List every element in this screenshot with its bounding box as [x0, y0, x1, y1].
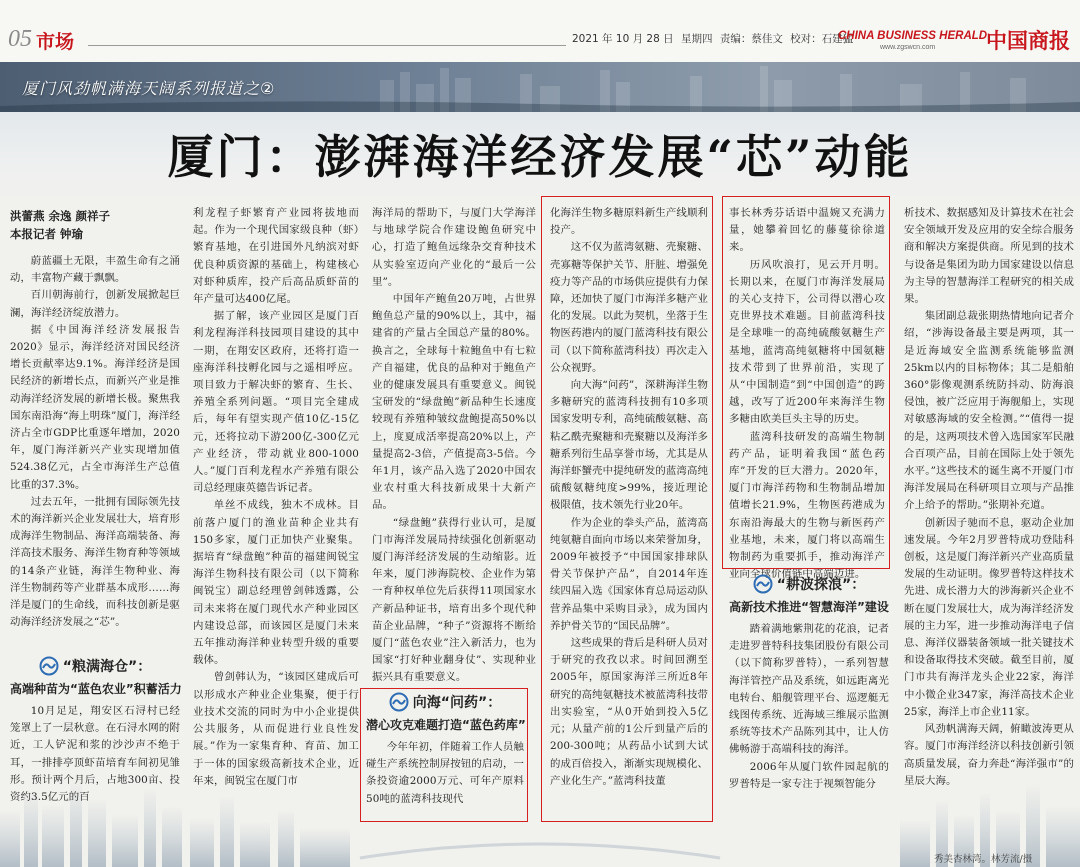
- byline: [10, 207, 180, 243]
- paragraph: 蔚蓝疆土无限，丰盈生命有之涌动，丰富物产藏于飘飘。: [10, 255, 180, 285]
- series-title: 厦门风劲帆满海天阔系列报道之②: [22, 79, 276, 98]
- paragraph: 过去五年，一批拥有国际领先技术的海洋新兴企业发展壮大，培育形成海洋生物制品、海洋高端装备、海洋高技术服务、海洋生物育种等领域的14条产业链，海洋生物种业、海洋生物制药等产业群基本成形……海洋是厦门的生命线，而科技创新是驱动海洋经济发展之“芯”。: [10, 495, 180, 629]
- column-5-section: [729, 574, 889, 858]
- column-3-section: [366, 692, 524, 818]
- brand-url: www.zgswcn.com: [880, 44, 936, 51]
- paragraph: 作为企业的拳头产品，蓝湾高纯氨糖自面向市场以来荣誉加身，2009年被授予“中国国家排球队骨关节保护产品”，自2014年连续四届入选《国家体育总局运动队营养品集中采购目录》，成为国内养护骨关节的“国民品牌”。: [550, 516, 708, 632]
- swirl-icon: [39, 656, 59, 676]
- paragraph: “绿盘鲍”获得行业认可，是厦门市海洋发展局持续强化创新驱动厦门海洋经济发展的生动缩影。近年来，厦门涉海院校、企业作为第一育种权单位先后获得11项国家水产新品种证书，培育出多个现代种苗企业品牌，“种子”资源将不断给厦门“蓝色农业”注入新活力，也为国家“打好种业翻身仗”、实现种业振兴具有重要意义。: [372, 516, 536, 684]
- photo-caption: 秀美杏林湾。林芳流/摄: [934, 854, 1033, 865]
- paragraph: 历风吹浪打，见云开月明。长期以来，在厦门市海洋发展局的关心支持下，公司得以潜心攻克世界技术难题。目前蓝湾科技是全球唯一的高纯硫酸氨糖生产基地，蓝湾高纯氨糖将中国氨糖技术带到了世界前沿，实现了从“中国制造”到“中国创造”的跨越，改写了近200年来海洋生物多糖由欧美巨头主导的历史。: [729, 258, 885, 426]
- section-heading-1: [10, 656, 180, 697]
- section-title: 高新技术推进“智慧海洋”建设: [729, 600, 889, 614]
- paragraph: 风劲帆满海天阔，俯瞰波涛更从容。厦门市海洋经济以科技创新引领高质量发展，奋力奔赴“海洋强市”的星辰大海。: [904, 723, 1074, 787]
- column-1-section: [10, 656, 180, 860]
- page-number: 05: [8, 26, 32, 52]
- paragraph: 据了解，该产业园区是厦门百利龙程海洋科技园项目建设的其中一期，在翔安区政府，还将打造一座海洋科技孵化园与之遥相呼应。项目致力于解决虾的繁育、生长、养殖全系列问题。“项目完全建成后，每年有望实现产值10亿-15亿元，还将拉动下游200亿-300亿元产业经济，带动就业800-1000人。”厦门百利龙程水产养殖有限公司总经理康英德告诉记者。: [193, 310, 359, 495]
- series-banner: [0, 62, 1080, 112]
- paragraph: 中国年产鲍鱼20万吨，占世界鲍鱼总产量的90%以上，其中，福建省的产量占全国总产量的80%。换言之，全球每十粒鲍鱼中有七粒产自福建，优良的品种对于鲍鱼产业的健康发展具有重要意义。闽锐宝研发的“绿盘鲍”新品种生长速度较现有养殖种皱纹盘鲍提高50%以上，度夏成活率提高20%以上，产量提高2-3倍，产值提高3-5倍。今年1月，该产品入选了2020中国农业农村重大科技新成果十大新产品。: [372, 293, 536, 512]
- header-rule: [88, 45, 566, 46]
- column-5: [729, 205, 885, 581]
- masthead: [0, 0, 1080, 62]
- proofreader: 校对：石建猛: [790, 33, 854, 45]
- date-line: [572, 31, 857, 46]
- paragraph: 曾剑韩认为，“该园区建成后可以形成水产种业企业集聚，便于行业技术交流的同时为中小企业提供公共服务，从而促进行业良性发展。”作为一家集育种、育苗、加工于一体的国家级高新技术企业，近年来，闽锐宝在厦门市: [193, 671, 359, 787]
- paragraph: 据《中国海洋经济发展报告2020》显示，海洋经济对国民经济增长贡献率达9.1%。海洋经济是国民经济的新增长点，而新兴产业是推动海洋经济发展的新增长极。聚焦我国东南沿海“海上明珠”厦门，海洋经济占全市GDP比重逐年增加，2020年，厦门海洋新兴产业实现增加值524.38亿元，占全市海洋生产总值比重的37.3%。: [10, 323, 180, 491]
- paragraph-continued: 析技术、数据感知及计算技术在社会安全领域开发及应用的安全综合服务商和解决方案提供商。所见到的技术与设备是集团为助力国家建设以信息为主导的智慧海洋工程研究的相关成果。: [904, 207, 1074, 306]
- paragraph: 10月足足，翔安区石浔村已经笼罩上了一层秋意。在石浔水网的附近，工人铲泥和浆的沙沙声不绝于耳，一排排亭顶虾苗培育车间初见雏形。预计两个月后，占地300亩、投资约3.5亿元的百: [10, 705, 180, 804]
- paragraph: 创新因子驰而不息，驱动企业加速发展。今年2月罗普特成功登陆科创板，这是厦门海洋新兴产业高质量发展的生动证明。像罗普特这样技术先进、成长潜力大的涉海新兴企业不断在厦门发展壮大，成为海洋经济发展的主力军，进一步推动海洋电子信息、海洋仪器装备领域一批关键技术和设备取得技术突破。截至目前，厦门市共有海洋龙头企业22家，海洋中小微企业347家，海洋高技术企业25家，海洋上市企业11家。: [904, 516, 1074, 718]
- paragraph-continued: 化海洋生物多糖原料新生产线顺利投产。: [550, 207, 708, 237]
- brand-english: CHINA BUSINESS HERALD: [838, 30, 988, 42]
- byline-reporter: 本报记者 钟瑜: [10, 227, 84, 241]
- column-2: [193, 205, 359, 860]
- editor: 责编：蔡佳文: [719, 33, 783, 45]
- brand-chinese: 中国商报: [986, 28, 1070, 53]
- section-kicker: “耕波探浪”：: [776, 577, 866, 593]
- section-title: 高端种苗为“蓝色农业”积蓄活力: [10, 682, 182, 696]
- issue-date: 2021 年 10 月 28 日: [572, 33, 674, 45]
- column-4: [550, 205, 708, 818]
- paragraph: 单丝不成线，独木不成林。目前落户厦门的渔业苗种企业共有150多家，厦门正加快产业聚集。据培育“绿盘鲍”种苗的福建闽锐宝海洋生物科技有限公司（以下简称闽锐宝）副总经理曾剑韩透露，公司未来将在厦门现代水产种业园区内建设总部，而该园区是厦门未来五年推动海洋种业转型升级的重要载体。: [193, 499, 359, 667]
- paragraph-continued: 海洋局的帮助下，与厦门大学海洋与地球学院合作建设鲍鱼研究中心，打造了鲍鱼远缘杂交育种技术从实验室迈向产业化的“最后一公里”。: [372, 207, 536, 288]
- byline-authors: 洪蕾燕 余逸 颜祥子: [10, 209, 111, 223]
- paragraph: 2006年从厦门软件园起航的罗普特是一家专注于视频智能分: [729, 760, 889, 790]
- paragraph: 这些成果的背后是科研人员对于研究的孜孜以求。时间回溯至2005年，原国家海洋三所近8年研究的高纯氨糖技术被蓝湾科技带出实验室，“从0开始到投入5亿元；从量产前的1公斤到量产后的200-300吨；从药品小试到大试的成百倍投入，渐渐实现规模化、产业化生产。”蓝湾科技董: [550, 637, 708, 787]
- headline: 厦门：澎湃海洋经济发展“芯”动能: [167, 130, 913, 184]
- column-3: [372, 205, 536, 687]
- paragraph: 今年年初，伴随着工作人员触碰生产系统控制屏按钮的启动，一条投资逾2000万元、可年产原料50吨的蓝湾科技现代: [366, 741, 524, 805]
- section-heading-3: [729, 574, 889, 615]
- section-kicker: 向海“问药”：: [412, 695, 502, 711]
- paragraph: 百川朝海前行，创新发展掀起巨澜，海洋经济绽放潜力。: [10, 289, 180, 319]
- swirl-icon: [753, 574, 773, 594]
- section-kicker: “粮满海仓”：: [62, 659, 152, 675]
- column-6: [904, 205, 1074, 847]
- paragraph: 集团副总裁张期热情地向记者介绍，“涉海设备最主要是两项，其一是近海域安全监测系统能够监测25km以内的目标物体；其二是船舶360°影像观测系统防抖动、防海浪侵蚀，被广泛应用于海舰船上，实现对敏感海域的安全检测。”“值得一提的是，这两项技术曾入选国家军民融合百项产品，目前在国际上处于领先水平。”这些技术的诞生离不开厦门市海洋发展局在科研项目立项与产品推介上给予的帮助。”张期补充道。: [904, 310, 1074, 512]
- issue-weekday: 星期四: [680, 33, 713, 45]
- swirl-icon: [389, 692, 409, 712]
- paragraph: 这不仅为蓝湾氨糖、壳聚糖、壳寡糖等保护关节、肝脏、增强免疫力等产品的市场供应提供有力保障，还加快了厦门市海洋多糖产业化的发展。以此为契机，坐落于生物医药港内的厦门蓝湾科技有限公司（以下简称蓝湾科技）再次走入公众视野。: [550, 241, 708, 374]
- paragraph: 向大海“问药”，深耕海洋生物多糖研究的蓝湾科技拥有10多项国家发明专利，高纯硫酸氨糖、高粘乙酰壳聚糖和壳聚糖以及海洋多糖系列衍生品享誉市场，尤其是从海洋虾蟹壳中提纯研发的蓝湾高纯硫酸氨糖纯度>99%，接近理论极限值，技术领先行业20年。: [550, 379, 708, 512]
- paragraph-continued: 事长林秀芬话语中温婉又充满力量，她攀着回忆的藤蔓徐徐道来。: [729, 207, 885, 254]
- section-name: 市场: [36, 31, 75, 53]
- paragraph-continued: 利龙程子虾繁育产业园将拔地而起。作为一个现代国家级良种（虾）繁育基地，在引进国外凡纳滨对虾优良种质资源的基础上，构建核心对虾种质库，投产后高品质虾苗的年产量可达400亿尾。: [193, 207, 359, 306]
- paragraph: 踏着满地紫荆花的花浪，记者走进罗普特科技集团股份有限公司（以下简称罗普特），一系列智慧海洋管控产品及系统，如远距离光电转台、船舰管理平台、巡逻艇无线图传系统、近海域三维展示监测系统等技术产品陈列其中，让人仿佛畅游于高端科技的海洋。: [729, 623, 889, 756]
- headline-area: [0, 112, 1080, 200]
- section-title: 潜心攻克难题打造“蓝色药库”: [366, 718, 526, 732]
- column-1: [10, 205, 180, 652]
- section-heading-2: [366, 692, 524, 733]
- paragraph: 蓝湾科技研发的高端生物制药产品，证明着我国“蓝色药库”开发的巨大潜力。2020年，厦门市海洋药物和生物制品增加值增长21.9%，生物医药港成为东南沿海最大的生物与新医药产业基地，未来，厦门将以高端生物制药为重要抓手，推动海洋产业向全球价值链中高端迈进。: [729, 430, 885, 581]
